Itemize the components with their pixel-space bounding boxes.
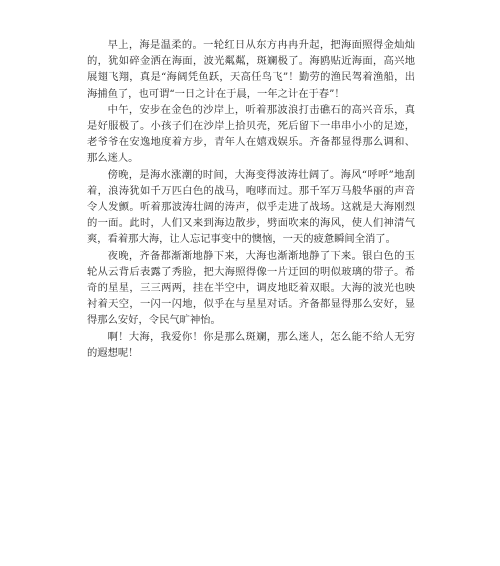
paragraph-night: 夜晚，齐备都渐渐地静下来，大海也渐渐地静了下来。银白色的玉轮从云背后表露了秀脸，把大海照得像一片迂回的明似玻璃的带子。希奇的星星，三三两两，挂在半空中，调皮地眨着双眼。大海的波光也映衬着天空，一闪一闪地，似乎在与星星对话。齐备都显得那么安好，显得那么安好，令民气旷神怡。 [87,249,415,327]
paragraph-noon: 中午，安步在金色的沙岸上，听着那波浪打击礁石的高兴音乐，真是好服极了。小孩子们在沙岸上拾贝壳，死后留下一串串小小的足迹，老爷爷在安逸地度着方步，青年人在嬉戏娱乐。齐备都显得那么调和、那么迷人。 [87,103,415,165]
paragraph-morning: 早上，海是温柔的。一轮红日从东方冉冉升起，把海面照得金灿灿的，犹如碎金洒在海面，波光粼粼，斑斓极了。海鸥贴近海面，高兴地展翅飞翔，真是“海阔凭鱼跃，天高任鸟飞”！勤劳的渔民驾着渔船，出海捕鱼了，也可谓“一日之计在于晨，一年之计在于春”！ [87,39,415,100]
paragraph-dusk: 傍晚，是海水涨潮的时间，大海变得波涛壮阔了。海风“呼呼”地刮着，浪涛犹如千万匹白色的战马，咆哮而过。那千军万马般华丽的声音令人发颤。听着那波涛壮阔的涛声，似乎走进了战场。这就是大海刚烈的一面。此时，人们又来到海边散步，劈面吹来的海风，使人们神清气爽，看着那大海，让人忘记事变中的懊恼，一天的疲惫瞬间全消了。 [87,168,415,246]
essay-body [87,37,415,361]
paragraph-closing: 啊！大海，我爱你！你是那么斑斓，那么迷人，怎么能不给人无穷的遐想呢！ [87,330,415,359]
